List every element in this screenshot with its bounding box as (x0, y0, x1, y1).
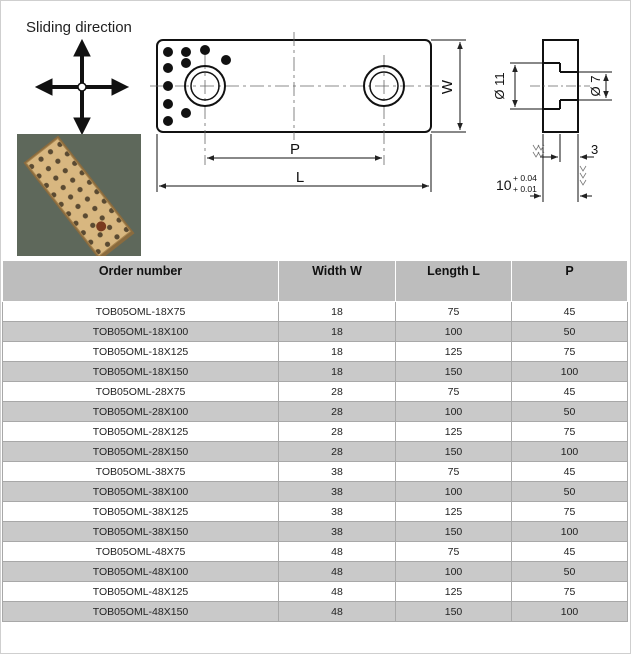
cell-pitch: 75 (512, 502, 628, 522)
cell-pitch: 50 (512, 322, 628, 342)
cell-width: 18 (279, 322, 396, 342)
table-row (3, 402, 628, 422)
dim-thickness-label: 10 (496, 177, 512, 193)
cell-pitch: 45 (512, 302, 628, 322)
cell-order-number: TOB05OML-38X100 (3, 482, 279, 502)
table-row (3, 542, 628, 562)
cell-width: 28 (279, 442, 396, 462)
graphite-plugs (163, 45, 231, 126)
table-row (3, 322, 628, 342)
table-header-row (3, 261, 628, 302)
cell-length: 150 (396, 362, 512, 382)
cell-order-number: TOB05OML-48X100 (3, 562, 279, 582)
cell-order-number: TOB05OML-18X150 (3, 362, 279, 382)
cell-width: 18 (279, 362, 396, 382)
cell-pitch: 75 (512, 342, 628, 362)
table-row (3, 522, 628, 542)
cell-width: 18 (279, 302, 396, 322)
header-width: Width W (279, 261, 396, 302)
cell-length: 100 (396, 562, 512, 582)
table-row (3, 442, 628, 462)
cell-length: 125 (396, 502, 512, 522)
sliding-direction-label: Sliding direction (26, 19, 132, 36)
cell-order-number: TOB05OML-48X150 (3, 602, 279, 622)
table-row (3, 582, 628, 602)
cell-width: 48 (279, 582, 396, 602)
cell-order-number: TOB05OML-28X125 (3, 422, 279, 442)
cell-order-number: TOB05OML-18X125 (3, 342, 279, 362)
cell-pitch: 45 (512, 382, 628, 402)
header-length: Length L (396, 261, 512, 302)
cell-pitch: 75 (512, 582, 628, 602)
direction-arrows-icon (36, 40, 128, 134)
cell-pitch: 45 (512, 542, 628, 562)
cell-length: 150 (396, 522, 512, 542)
table-row (3, 422, 628, 442)
header-pitch: P (512, 261, 628, 302)
cell-length: 75 (396, 302, 512, 322)
header-order-number: Order number (3, 261, 279, 302)
cell-pitch: 75 (512, 422, 628, 442)
cell-length: 100 (396, 322, 512, 342)
dim-d7-label: Ø 7 (588, 75, 603, 97)
cell-length: 125 (396, 342, 512, 362)
product-photo (17, 134, 141, 256)
cell-order-number: TOB05OML-18X100 (3, 322, 279, 342)
cell-order-number: TOB05OML-38X150 (3, 522, 279, 542)
dim-w-label: W (439, 79, 456, 95)
cell-order-number: TOB05OML-28X100 (3, 402, 279, 422)
cell-width: 48 (279, 542, 396, 562)
table-row (3, 482, 628, 502)
cell-length: 75 (396, 382, 512, 402)
cell-order-number: TOB05OML-48X125 (3, 582, 279, 602)
table-row (3, 602, 628, 622)
cell-order-number: TOB05OML-38X75 (3, 462, 279, 482)
cell-width: 48 (279, 602, 396, 622)
cell-order-number: TOB05OML-18X75 (3, 302, 279, 322)
cell-pitch: 100 (512, 522, 628, 542)
table-row (3, 462, 628, 482)
tolerance-upper: + 0.04 (513, 173, 537, 183)
cell-pitch: 100 (512, 602, 628, 622)
cell-pitch: 100 (512, 442, 628, 462)
table-row (3, 502, 628, 522)
table-row (3, 562, 628, 582)
cell-width: 38 (279, 462, 396, 482)
cell-width: 38 (279, 502, 396, 522)
cell-length: 150 (396, 602, 512, 622)
cell-width: 28 (279, 422, 396, 442)
cell-length: 75 (396, 542, 512, 562)
cell-pitch: 50 (512, 402, 628, 422)
cell-length: 125 (396, 582, 512, 602)
dim-3-label: 3 (591, 142, 599, 157)
cell-width: 38 (279, 482, 396, 502)
cell-length: 125 (396, 422, 512, 442)
cell-pitch: 45 (512, 462, 628, 482)
cell-length: 100 (396, 482, 512, 502)
cell-length: 100 (396, 402, 512, 422)
cell-length: 150 (396, 442, 512, 462)
table-row (3, 342, 628, 362)
cell-pitch: 50 (512, 562, 628, 582)
spec-table (2, 260, 628, 622)
table-row (3, 382, 628, 402)
dim-p-label: P (289, 141, 301, 158)
cell-length: 75 (396, 462, 512, 482)
table-row (3, 302, 628, 322)
cell-width: 28 (279, 382, 396, 402)
cell-order-number: TOB05OML-28X75 (3, 382, 279, 402)
cell-pitch: 50 (512, 482, 628, 502)
cell-width: 48 (279, 562, 396, 582)
tolerance-lower: + 0.01 (513, 184, 537, 194)
cell-width: 28 (279, 402, 396, 422)
cell-order-number: TOB05OML-48X75 (3, 542, 279, 562)
cell-width: 38 (279, 522, 396, 542)
cell-pitch: 100 (512, 362, 628, 382)
cell-order-number: TOB05OML-38X125 (3, 502, 279, 522)
table-row (3, 362, 628, 382)
dim-l-label: L (295, 169, 305, 186)
dim-d11-label: Ø 11 (492, 72, 507, 100)
cell-width: 18 (279, 342, 396, 362)
cell-order-number: TOB05OML-28X150 (3, 442, 279, 462)
